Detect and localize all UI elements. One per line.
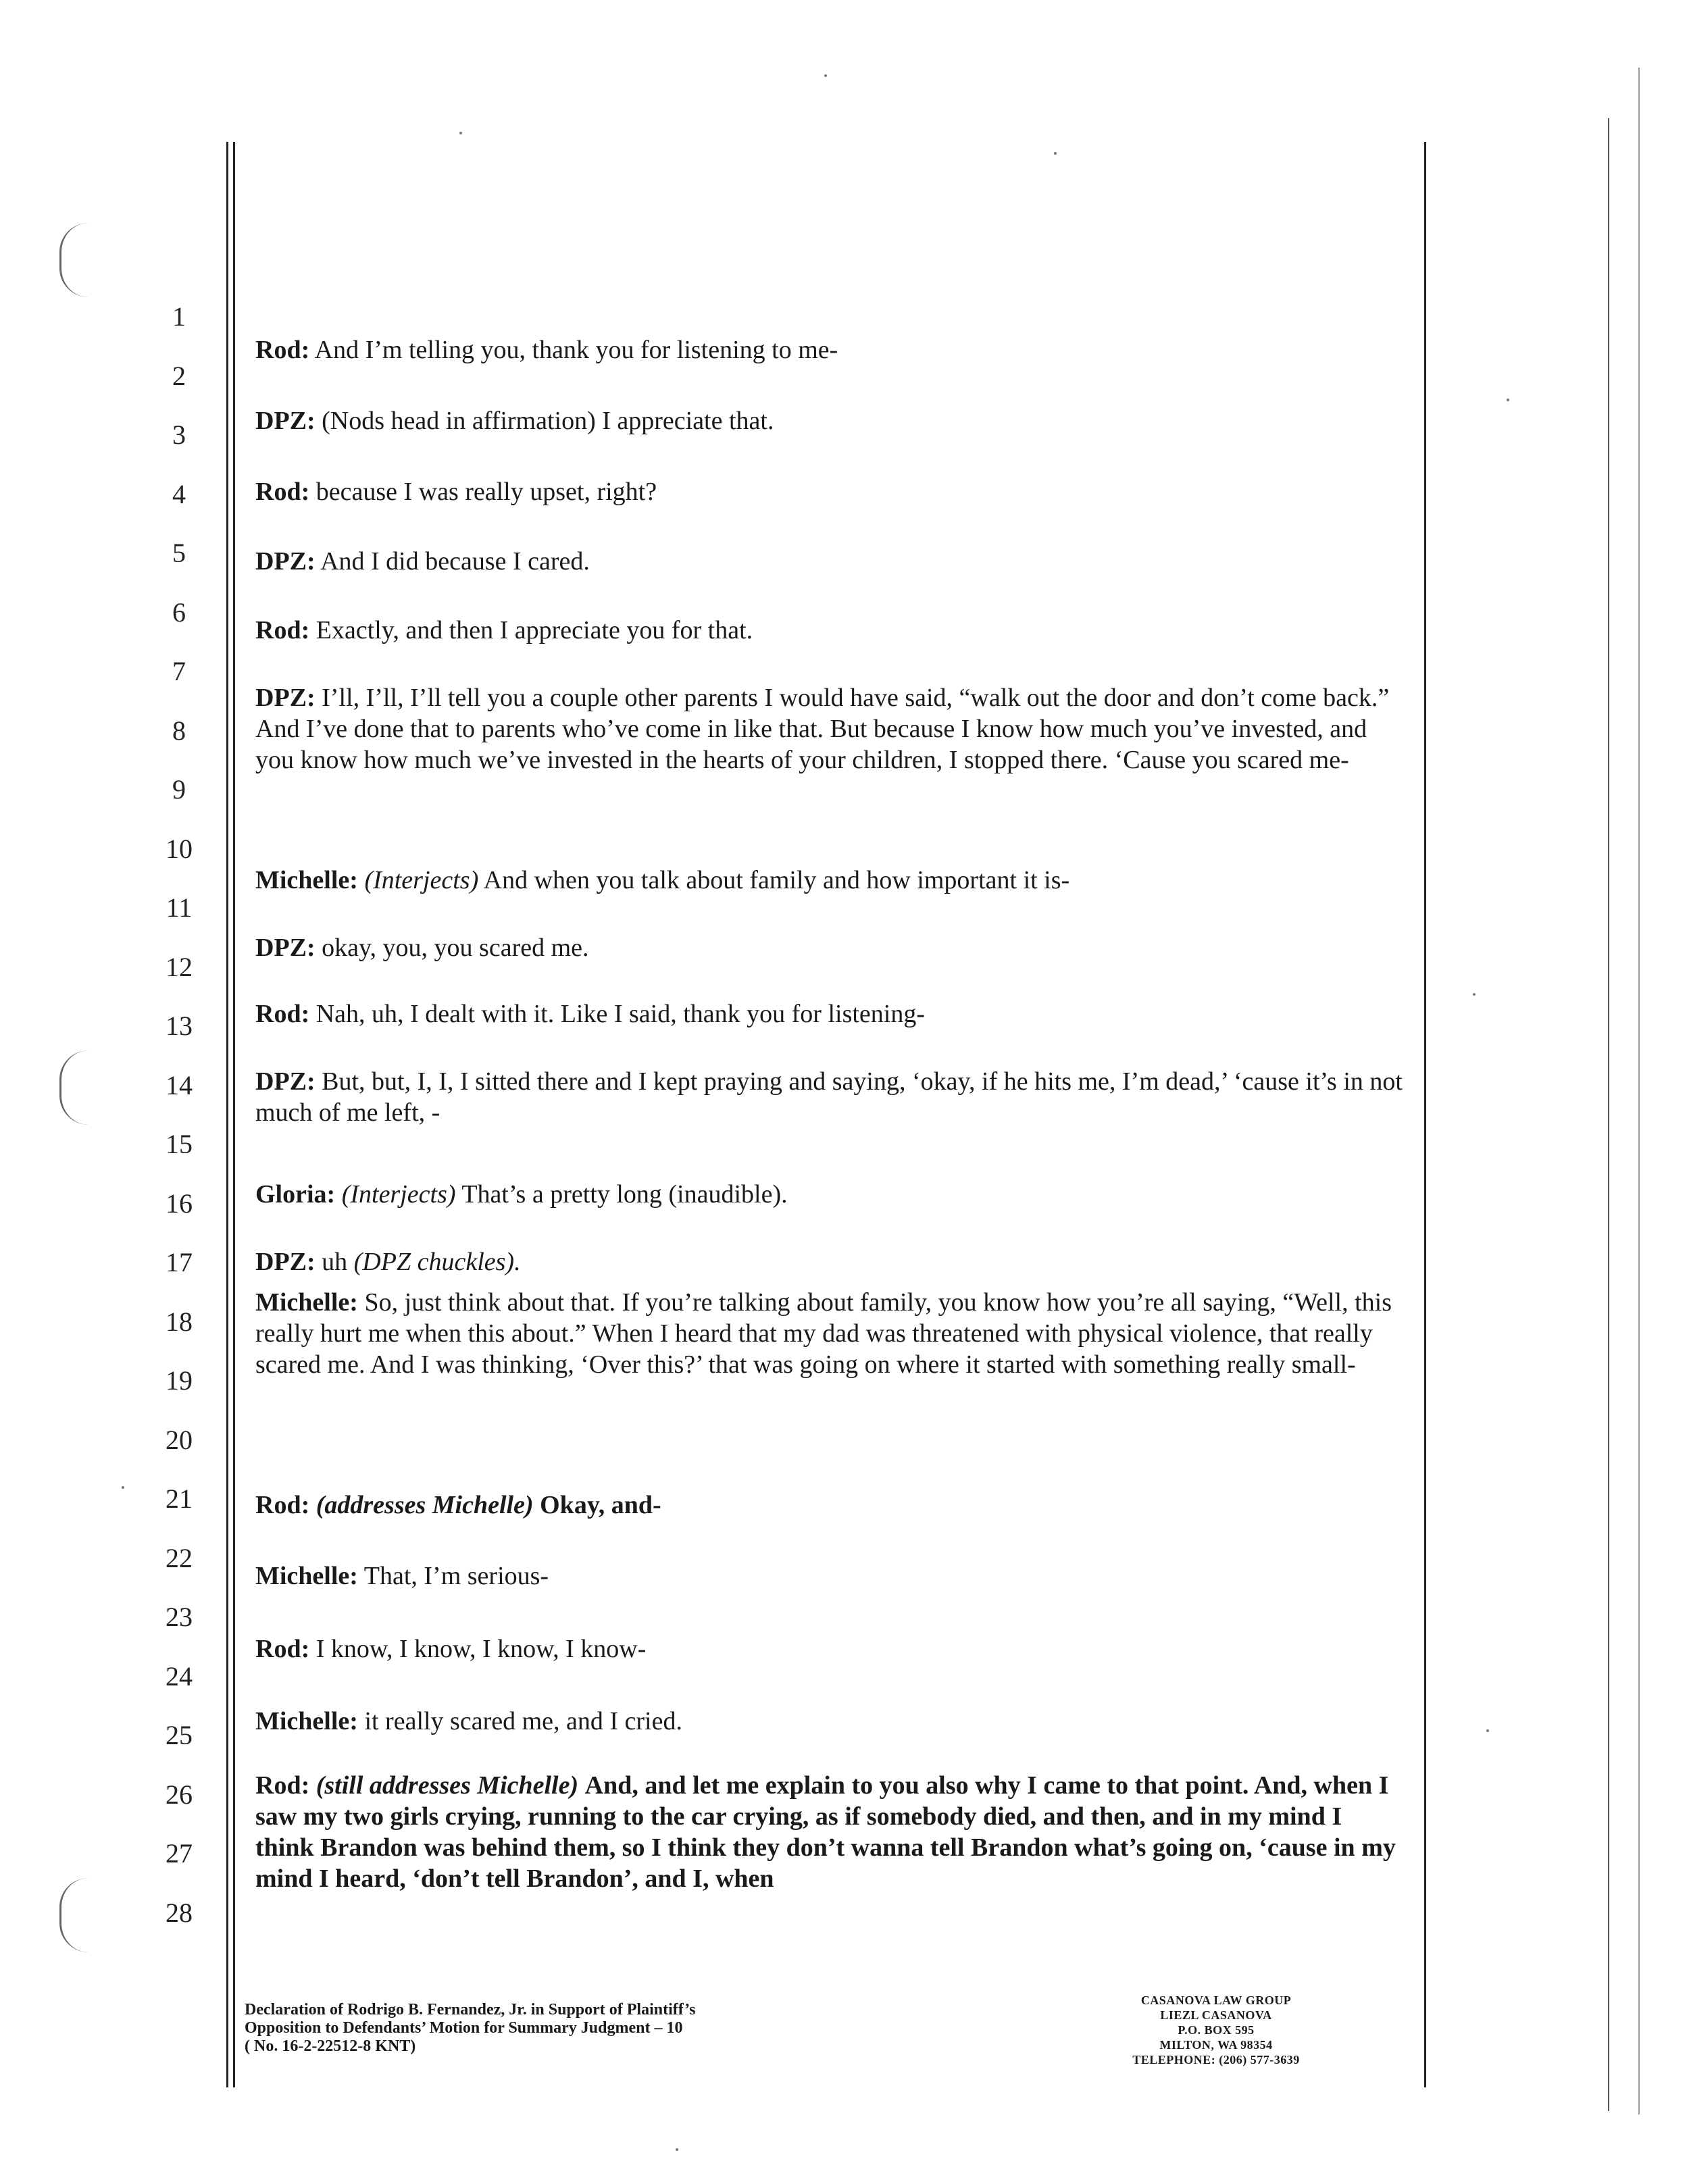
footer-firm-block	[1108, 1993, 1324, 2067]
line-number: 5	[172, 538, 186, 568]
line-number: 1	[172, 301, 186, 332]
line-number: 19	[166, 1365, 193, 1396]
speaker-label: DPZ:	[255, 934, 316, 962]
speaker-label: Michelle:	[255, 866, 358, 894]
line-number: 27	[166, 1838, 193, 1869]
transcript-paragraph	[255, 1490, 1404, 1521]
spoken-text: And I’m telling you, thank you for listening to me-	[314, 336, 838, 364]
speaker-label: DPZ:	[255, 684, 316, 712]
spoken-text: I’ll, I’ll, I’ll tell you a couple other parents I would have said, “walk out the door and don’t come back.” And I’ve done that to parents who’ve come in like that. But because I know how much you’ve invested, and you know how much we’ve invested in the hearts of your children, I stopped there. ‘Cause you scared me-	[255, 684, 1390, 774]
transcript-paragraph	[255, 932, 1404, 963]
scan-speck	[1486, 1729, 1489, 1732]
line-number: 4	[172, 478, 186, 509]
speaker-label: Rod:	[255, 1771, 310, 1800]
speaker-label: Michelle:	[255, 1707, 358, 1735]
footer-caption-line: Opposition to Defendants’ Motion for Summary Judgment – 10	[245, 2019, 683, 2037]
scan-edge-line-2	[1638, 68, 1640, 2114]
scan-speck	[459, 132, 462, 134]
stage-direction: (still addresses Michelle)	[316, 1771, 579, 1800]
spoken-text: it really scared me, and I cried.	[364, 1707, 682, 1735]
transcript-paragraph	[255, 682, 1404, 776]
footer-caption-line: Declaration of Rodrigo B. Fernandez, Jr. in Support of Plaintiff’s	[245, 2001, 696, 2018]
hole-punch-mark-bottom	[59, 1878, 89, 1952]
line-number: 14	[166, 1069, 193, 1100]
line-number: 20	[166, 1424, 193, 1455]
line-number: 10	[166, 833, 193, 864]
line-number: 18	[166, 1306, 193, 1337]
line-number: 8	[172, 715, 186, 746]
line-number: 28	[166, 1897, 193, 1928]
line-number: 12	[166, 951, 193, 982]
speaker-label: Michelle:	[255, 1562, 358, 1590]
speaker-label: Gloria:	[255, 1180, 336, 1209]
transcript-paragraph	[255, 1560, 1404, 1592]
transcript-paragraph	[255, 998, 1404, 1030]
speaker-label: Rod:	[255, 1000, 310, 1028]
left-margin-rule-inner	[233, 142, 235, 2087]
spoken-text: Okay, and-	[540, 1491, 661, 1519]
spoken-text: And, and let me explain to you also why I came to that point. And, when I saw my two girls crying, running to the car crying, as if somebody died, and then, and in my mind I think Brandon was behind them, so I think they don’t wanna tell Brandon what’s going on, ‘cause in my mind I heard, ‘don’t tell Brandon’, and I, when	[255, 1771, 1396, 1893]
transcript-paragraph	[255, 546, 1404, 577]
transcript-paragraph	[255, 615, 1404, 646]
transcript-paragraph	[255, 1246, 1404, 1277]
line-number: 25	[166, 1720, 193, 1750]
spoken-text: uh	[322, 1248, 348, 1276]
line-number: 16	[166, 1188, 193, 1219]
transcript-paragraph	[255, 334, 1404, 365]
scan-speck	[122, 1486, 124, 1489]
transcript-paragraph	[255, 476, 1404, 507]
line-number: 21	[166, 1483, 193, 1514]
speaker-label: Rod:	[255, 1635, 310, 1663]
footer-case-number: ( No. 16-2-22512-8 KNT)	[245, 2037, 416, 2055]
attorney-name: LIEZL CASANOVA	[1160, 2008, 1272, 2022]
firm-po-box: P.O. BOX 595	[1178, 2023, 1255, 2037]
stage-direction: (Interjects)	[364, 866, 479, 894]
spoken-text: okay, you, you scared me.	[322, 934, 589, 962]
hole-punch-mark-top	[59, 223, 89, 297]
transcript-paragraph	[255, 1287, 1404, 1380]
hole-punch-mark-middle	[59, 1050, 89, 1125]
transcript-paragraph	[255, 1066, 1404, 1128]
line-number: 3	[172, 420, 186, 450]
scan-speck	[1507, 399, 1509, 401]
line-number: 7	[172, 656, 186, 686]
spoken-text: because I was really upset, right?	[316, 478, 657, 506]
scan-speck	[1054, 152, 1057, 155]
stage-direction: (addresses Michelle)	[316, 1491, 534, 1519]
line-number: 13	[166, 1011, 193, 1041]
transcript-paragraph	[255, 1770, 1404, 1894]
spoken-text: (Nods head in affirmation) I appreciate that.	[322, 407, 774, 435]
transcript-paragraph	[255, 865, 1404, 896]
left-margin-rule-outer	[226, 142, 228, 2087]
scan-speck	[1473, 993, 1476, 996]
speaker-label: DPZ:	[255, 1248, 316, 1276]
speaker-label: Rod:	[255, 336, 310, 364]
line-number: 2	[172, 360, 186, 391]
line-number: 9	[172, 774, 186, 805]
spoken-text: So, just think about that. If you’re talking about family, you know how you’re all saying, “Well, this really hurt me when this about.” When I heard that my dad was threatened with physical violence, that really scared me. And I was thinking, ‘Over this?’ that was going on where it started with something really small-	[255, 1288, 1392, 1379]
speaker-label: DPZ:	[255, 407, 316, 435]
spoken-text: I know, I know, I know, I know-	[316, 1635, 647, 1663]
spoken-text: And when you talk about family and how important it is-	[483, 866, 1070, 894]
line-number: 22	[166, 1542, 193, 1573]
line-number: 23	[166, 1602, 193, 1632]
speaker-label: Rod:	[255, 478, 310, 506]
transcript-paragraph	[255, 1706, 1404, 1737]
footer-caption	[245, 2001, 920, 2056]
line-number: 26	[166, 1779, 193, 1810]
scan-speck	[676, 2148, 678, 2151]
transcript-paragraph	[255, 405, 1404, 436]
spoken-text: Exactly, and then I appreciate you for that.	[316, 616, 753, 644]
line-number: 24	[166, 1660, 193, 1692]
stage-direction: (DPZ chuckles).	[353, 1248, 521, 1276]
speaker-label: Rod:	[255, 616, 310, 644]
speaker-label: DPZ:	[255, 1067, 316, 1096]
line-number: 11	[166, 892, 193, 923]
transcript-paragraph	[255, 1179, 1404, 1210]
speaker-label: Michelle:	[255, 1288, 358, 1317]
stage-direction: (Interjects)	[341, 1180, 456, 1209]
firm-name: CASANOVA LAW GROUP	[1140, 1993, 1292, 2007]
spoken-text: Nah, uh, I dealt with it. Like I said, thank you for listening-	[316, 1000, 925, 1028]
transcript-paragraph	[255, 1633, 1404, 1665]
firm-telephone: TELEPHONE: (206) 577-3639	[1132, 2053, 1300, 2066]
spoken-text: And I did because I cared.	[320, 547, 590, 576]
spoken-text: That, I’m serious-	[363, 1562, 549, 1590]
scan-speck	[824, 74, 827, 77]
speaker-label: Rod:	[255, 1491, 310, 1519]
line-number: 17	[166, 1247, 193, 1277]
spoken-text: But, but, I, I, I sitted there and I kept praying and saying, ‘okay, if he hits me, I’m dead,’ ‘cause it’s in not much of me left, -	[255, 1067, 1403, 1127]
line-number: 15	[166, 1129, 193, 1159]
scan-edge-line	[1608, 118, 1609, 2111]
speaker-label: DPZ:	[255, 547, 316, 576]
right-margin-rule	[1424, 142, 1426, 2087]
line-number: 6	[172, 596, 186, 628]
spoken-text: That’s a pretty long (inaudible).	[461, 1180, 788, 1209]
firm-city: MILTON, WA 98354	[1159, 2038, 1273, 2052]
